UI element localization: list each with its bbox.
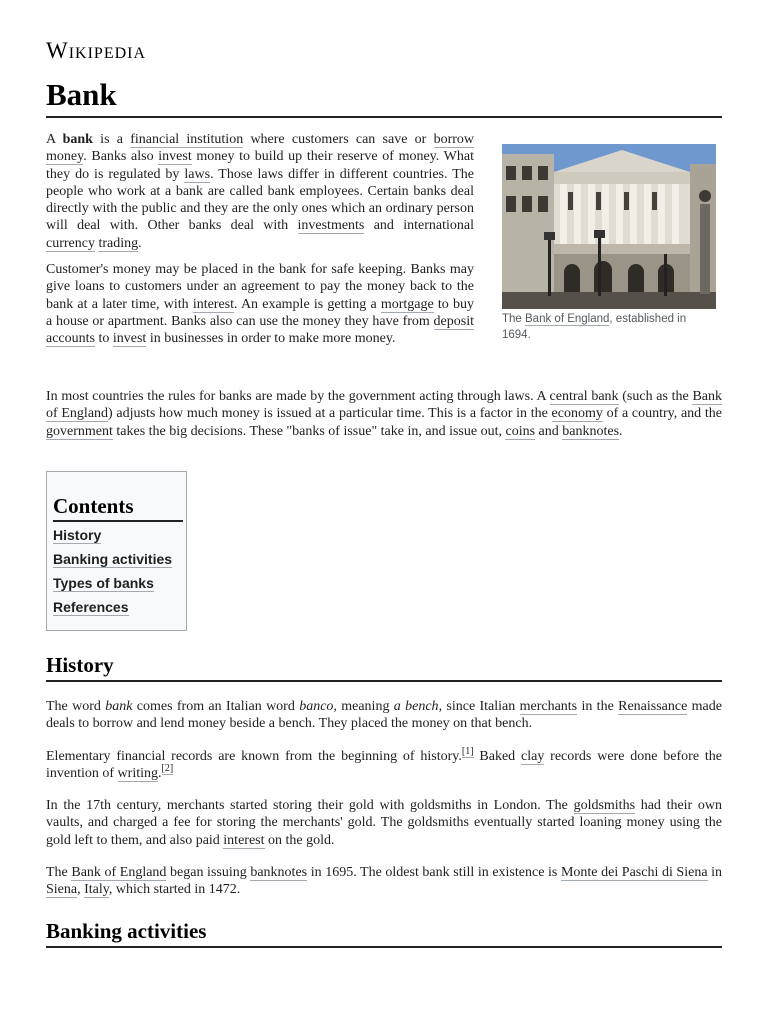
thumbnail-caption: The Bank of England, established in 1694.: [502, 313, 687, 341]
toc-item-history[interactable]: History: [53, 527, 102, 543]
link-bank-of-england-history[interactable]: Bank of England: [71, 865, 167, 881]
link-central-bank[interactable]: central bank: [549, 389, 619, 404]
toc-title: Contents: [53, 494, 183, 522]
link-clay[interactable]: clay: [521, 748, 545, 764]
link-merchants[interactable]: merchants: [519, 699, 578, 714]
link-renaissance[interactable]: Renaissance: [618, 699, 688, 714]
building-illustration: [502, 144, 716, 309]
reference-1[interactable]: [1]: [461, 745, 474, 757]
history-section: [46, 652, 722, 899]
bold-term: bank: [62, 132, 93, 147]
link-deposit-accounts[interactable]: deposit accounts: [46, 313, 474, 347]
link-bank-of-england-caption[interactable]: Bank of England: [525, 313, 610, 325]
lead-section: [46, 131, 474, 348]
page-title: Bank: [46, 76, 722, 118]
link-banknotes-history[interactable]: banknotes: [250, 865, 308, 881]
link-trading[interactable]: trading: [98, 235, 139, 251]
lead-paragraph-2: Customer's money may be placed in the bank for safe keeping. Banks may give loans to customers under an agreement to pay the money back to the bank at a later time, with interest. An example is getting a mortgage to buy a house or apartment. Banks also can use the money they have from deposit accounts to invest in businesses in order to make more money.: [46, 262, 474, 347]
link-invest[interactable]: invest: [158, 149, 192, 165]
link-borrow-money[interactable]: borrow money: [46, 132, 474, 165]
history-heading: History: [46, 652, 722, 682]
bank-of-england-photo[interactable]: [502, 144, 716, 309]
history-paragraph-3: In the 17th century, merchants started storing their gold with goldsmiths in London. The goldsmiths had their own vaults, and charged a fee for storing the merchants' gold. The goldsmiths eventually started loaning money using the gold left to them, and also paid interest on the gold.: [46, 798, 722, 848]
link-bank-of-england[interactable]: Bank of England: [46, 389, 722, 422]
toc-item-types-of-banks[interactable]: Types of banks: [53, 575, 154, 591]
history-paragraph-1: The word bank comes from an Italian word banco, meaning a bench, since Italian merchants in the Renaissance made deals to borrow and lend money beside a bench. They placed the money on that bench.: [46, 699, 722, 732]
banking-activities-heading: Banking activities: [46, 918, 722, 948]
reference-2[interactable]: [2]: [161, 763, 174, 775]
link-siena[interactable]: Siena: [46, 882, 78, 898]
link-economy[interactable]: economy: [551, 406, 603, 422]
link-investments[interactable]: investments: [297, 218, 365, 234]
history-paragraph-2: Elementary financial records are known from the beginning of history.[1] Baked clay records were done before the invention of writing.[2]: [46, 745, 722, 781]
link-invest[interactable]: invest: [112, 331, 147, 347]
wikipedia-wordmark[interactable]: Wikipedia: [46, 38, 147, 63]
link-mortgage[interactable]: mortgage: [380, 296, 434, 312]
history-paragraph-4: The Bank of England began issuing banknotes in 1695. The oldest bank still in existence is Monte dei Paschi di Siena in Siena, Italy, which started in 1472.: [46, 865, 723, 898]
infobox-thumbnail: [502, 144, 716, 343]
toc-item-references[interactable]: References: [53, 599, 129, 615]
link-banknotes[interactable]: banknotes: [562, 423, 620, 439]
link-interest-history[interactable]: interest: [223, 832, 265, 848]
intro-paragraph-block: [46, 388, 722, 440]
intro-paragraph-3: In most countries the rules for banks are made by the government acting through laws. A central bank (such as the Bank of England) adjusts how much money is issued at a particular time. This is a factor in the economy of a country, and the government takes the big decisions. These "banks of issue" take in, and issue out, coins and banknotes.: [46, 389, 722, 439]
link-italy[interactable]: Italy: [84, 882, 109, 898]
link-government[interactable]: government: [46, 423, 113, 439]
link-laws[interactable]: laws: [184, 166, 211, 182]
banking-activities-section: [46, 918, 722, 948]
link-goldsmiths[interactable]: goldsmiths: [573, 798, 636, 814]
link-interest[interactable]: interest: [192, 296, 235, 312]
link-writing[interactable]: writing: [117, 765, 158, 781]
link-coins[interactable]: coins: [505, 423, 536, 439]
link-monte-dei-paschi[interactable]: Monte dei Paschi di Siena: [560, 865, 708, 881]
table-of-contents: [46, 471, 187, 631]
link-currency[interactable]: currency: [46, 235, 95, 251]
link-financial-institution[interactable]: financial institution: [130, 132, 244, 147]
toc-item-banking-activities[interactable]: Banking activities: [53, 551, 173, 567]
lead-paragraph-1: A bank is a financial institution where customers can save or borrow money. Banks also invest money to build up their reserve of money. What they do is regulated by laws. Those laws differ in different countries. The people who work at a bank are called bank employees. Certain banks deal directly with the public and they are the only ones which an ordinary person will deal with. Other banks deal with investments and international currency trading.: [46, 132, 475, 251]
